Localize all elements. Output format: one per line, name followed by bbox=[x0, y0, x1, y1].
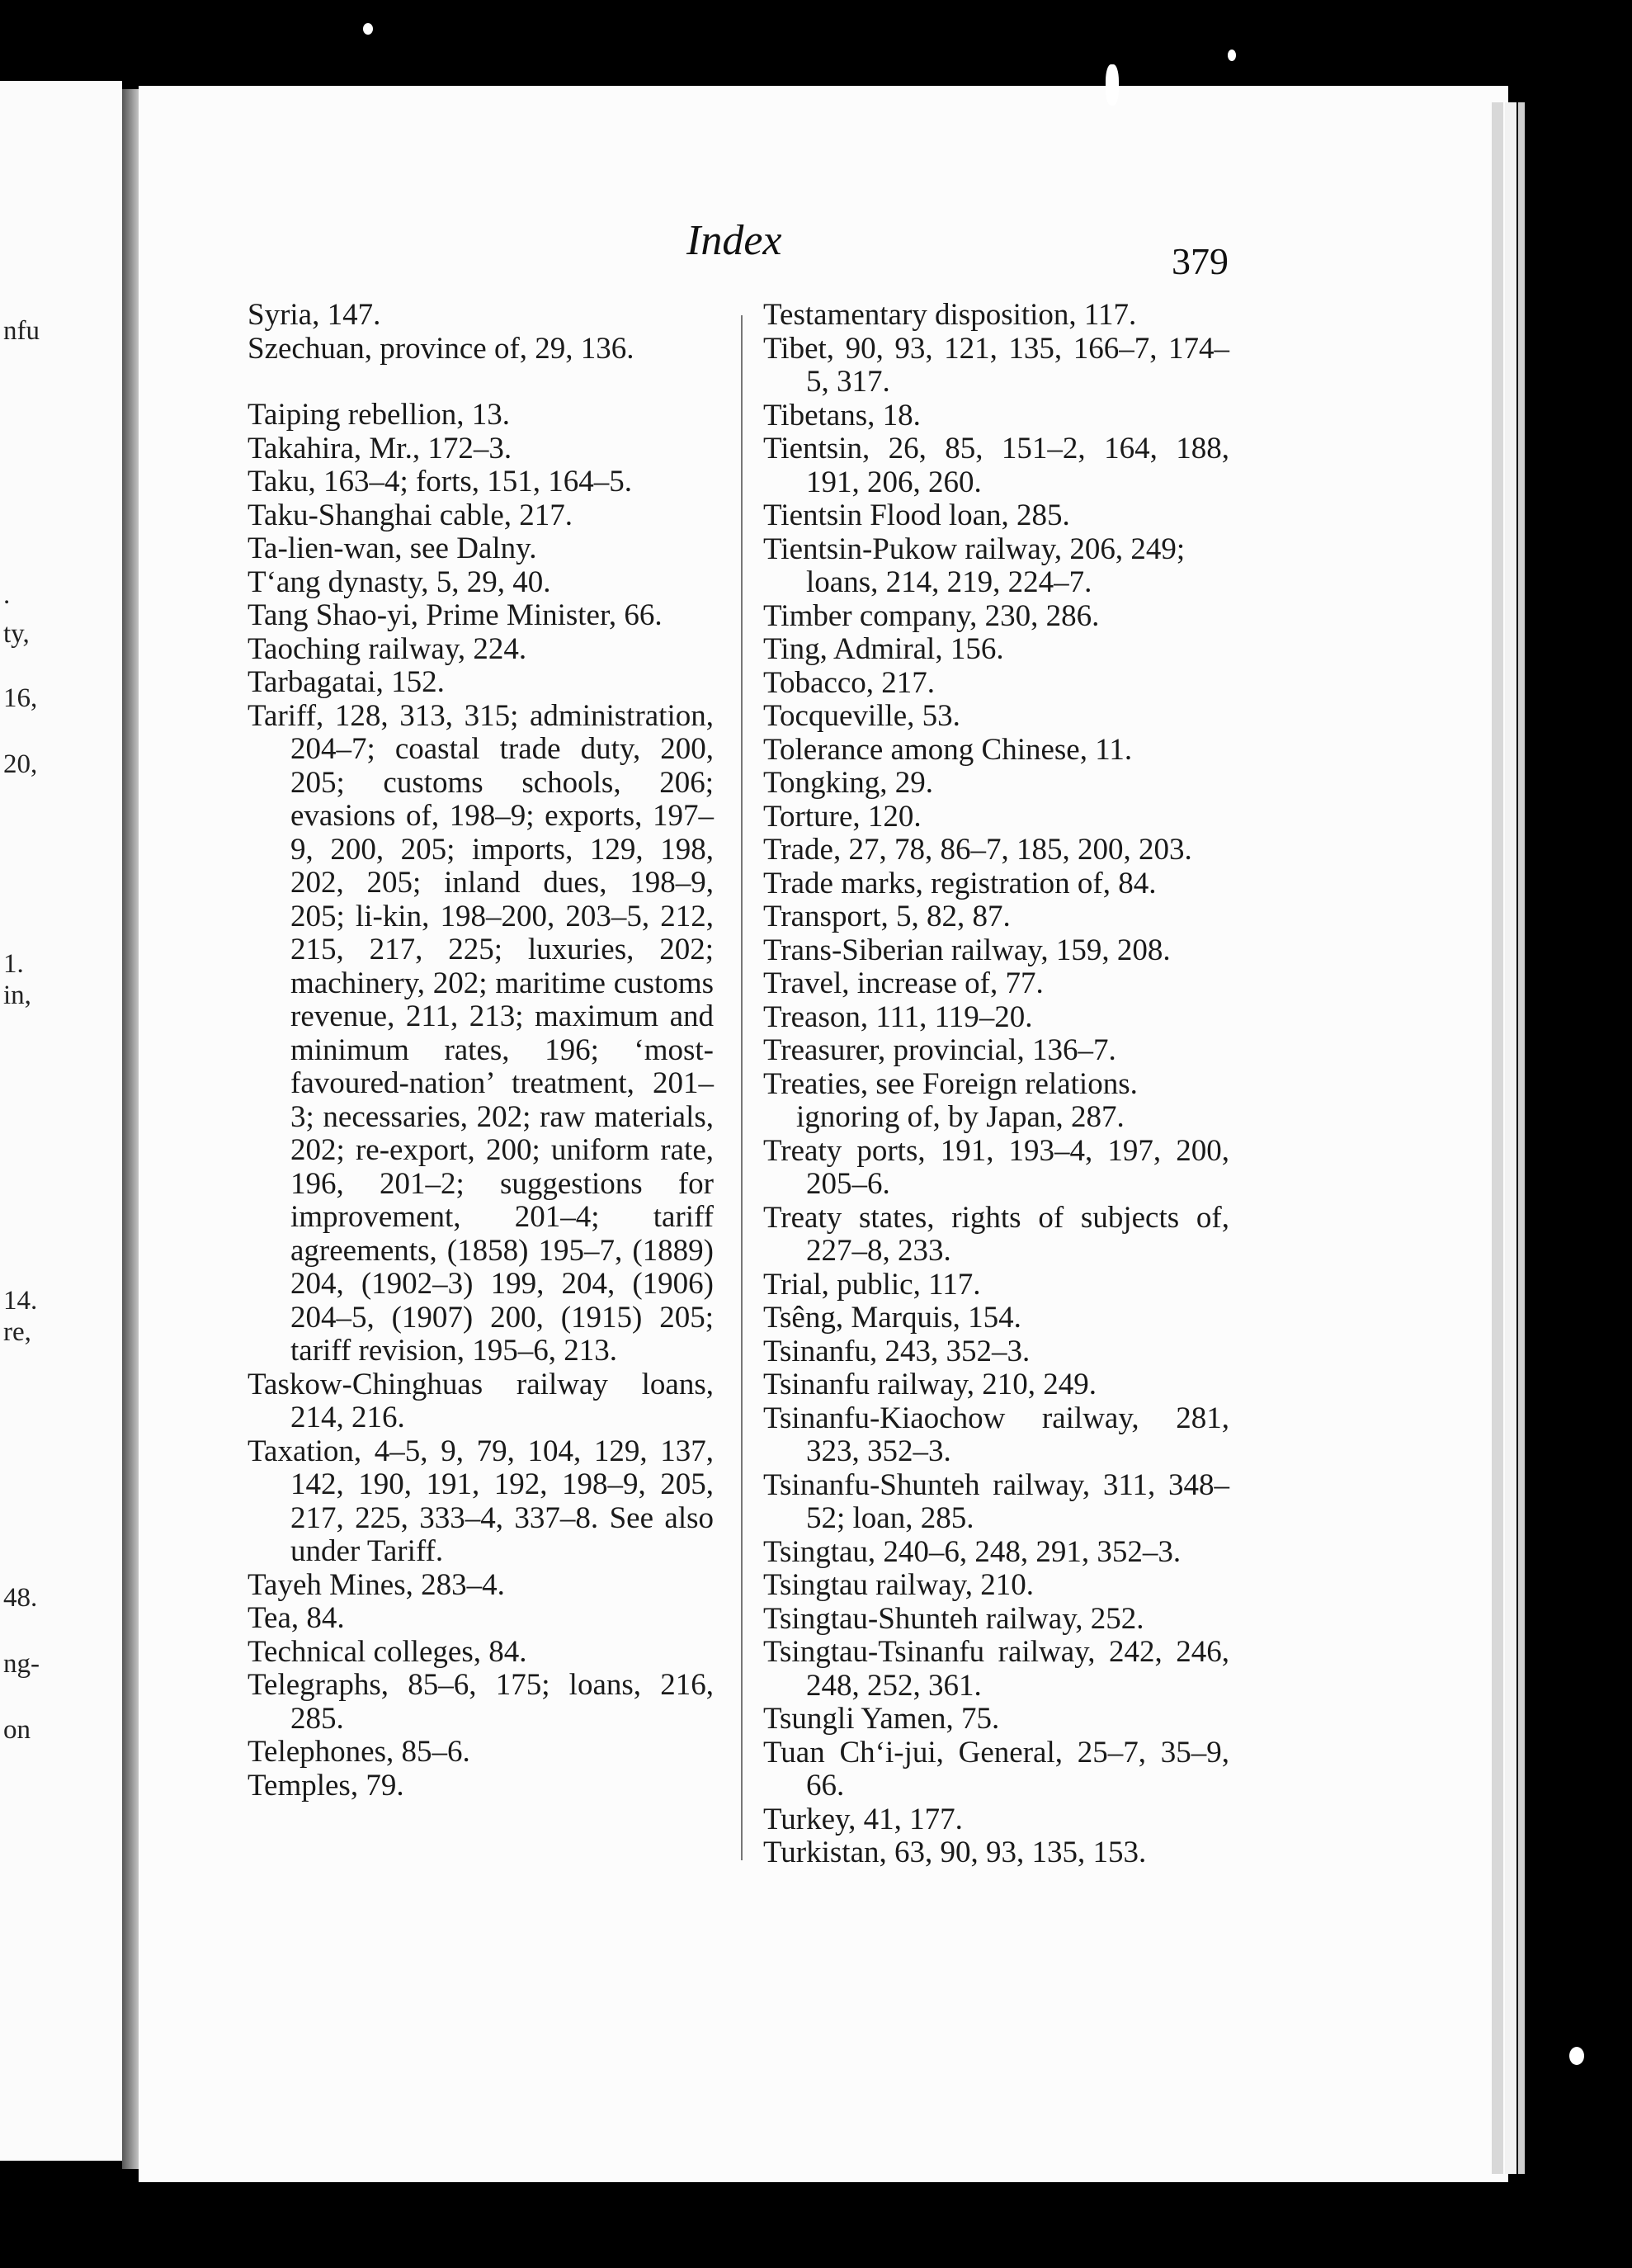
index-entry: Tea, 84. bbox=[248, 1601, 345, 1635]
page-edge-strip bbox=[1492, 102, 1503, 2174]
scan-speck bbox=[363, 23, 373, 35]
index-entry: Ta-lien-wan, see Dalny. bbox=[248, 532, 537, 565]
index-entry: Treaties, see Foreign relations. bbox=[763, 1066, 1138, 1101]
index-entry: Treasurer, provincial, 136–7. bbox=[763, 1033, 1116, 1067]
index-entry: Torture, 120. bbox=[763, 799, 922, 834]
page-gutter-shadow bbox=[122, 89, 140, 2169]
index-entry: Tongking, 29. bbox=[763, 766, 934, 800]
index-entry: Turkey, 41, 177. bbox=[763, 1802, 963, 1836]
index-entry: Tientsin-Pukow railway, 206, 249; loans, 214, 219, 224–7. bbox=[763, 532, 1186, 599]
index-entry: Takahira, Mr., 172–3. bbox=[248, 431, 512, 465]
index-entry: Tsingtau railway, 210. bbox=[763, 1568, 1034, 1602]
left-page-text-fragment: . bbox=[3, 580, 11, 610]
index-entry: T‘ang dynasty, 5, 29, 40. bbox=[248, 565, 551, 599]
index-entry: Taku-Shanghai cable, 217. bbox=[248, 498, 573, 532]
index-entry: Tibet, 90, 93, 121, 135, 166–7, 174–5, 317. bbox=[763, 331, 1229, 399]
running-title: Index bbox=[686, 217, 782, 264]
index-entry: Taxation, 4–5, 9, 79, 104, 129, 137, 142, 190, 191, 192, 198–9, 205, 217, 225, 333–4, 337–8. See also under Tariff. bbox=[248, 1434, 714, 1568]
index-entry: Transport, 5, 82, 87. bbox=[763, 900, 1011, 933]
left-page-text-fragment: 20, bbox=[3, 749, 38, 779]
index-entry: Tientsin Flood loan, 285. bbox=[763, 498, 1070, 532]
index-entry: Tang Shao-yi, Prime Minister, 66. bbox=[248, 598, 663, 632]
index-entry: Tsinanfu-Kiaochow railway, 281, 323, 352–3. bbox=[763, 1401, 1229, 1468]
index-entry: Treaty states, rights of subjects of, 227–8, 233. bbox=[763, 1200, 1229, 1268]
scan-speck bbox=[1569, 2047, 1584, 2065]
index-entry: Trial, public, 117. bbox=[763, 1267, 981, 1302]
index-entry: Syria, 147. bbox=[248, 298, 381, 332]
index-entry: Tayeh Mines, 283–4. bbox=[248, 1567, 505, 1602]
left-page-text-fragment: in, bbox=[3, 980, 31, 1010]
index-entry: Taku, 163–4; forts, 151, 164–5. bbox=[248, 465, 633, 498]
left-page-edge bbox=[0, 81, 122, 2161]
left-page-text-fragment: 1. bbox=[3, 949, 24, 979]
index-entry: Testamentary disposition, 117. bbox=[763, 298, 1137, 332]
index-entry: Tarbagatai, 152. bbox=[248, 665, 445, 699]
left-page-text-fragment: on bbox=[3, 1715, 31, 1745]
index-entry: Taiping rebellion, 13. bbox=[248, 398, 511, 432]
index-entry: ignoring of, by Japan, 287. bbox=[796, 1100, 1125, 1134]
left-page-text-fragment: 14. bbox=[3, 1286, 38, 1316]
left-page-text-fragment: re, bbox=[3, 1317, 31, 1347]
index-entry: Trade, 27, 78, 86–7, 185, 200, 203. bbox=[763, 833, 1192, 867]
left-page-text-fragment: ng- bbox=[3, 1649, 40, 1679]
index-entry: Telegraphs, 85–6, 175; loans, 216, 285. bbox=[248, 1668, 714, 1736]
column-divider bbox=[741, 315, 743, 1860]
index-entry: Turkistan, 63, 90, 93, 135, 153. bbox=[763, 1836, 1147, 1869]
index-entry: Tsinanfu railway, 210, 249. bbox=[763, 1368, 1097, 1401]
page-edge-strip bbox=[1505, 102, 1516, 2174]
index-column-right bbox=[763, 299, 1229, 1870]
index-entry: Tariff, 128, 313, 315; administration, 204–7; coastal trade duty, 200, 205; customs schools, 206; evasions of, 198–9; exports, 197–9, 200, 205; imports, 129, 198, 202, 205; inland dues, 198–9, 205; li-kin, 198–200, 203–5, 212, 215, 217, 225; luxuries, 202; machinery, 202; maritime customs revenue, 211, 213; maximum and minimum rates, 196; ‘most-favoured-nation’ treatment, 201–3; necessaries, 202; raw materials, 202; re-export, 200; uniform rate, 196, 201–2; suggestions for improvement, 201–4; tariff agreements, (1858) 195–7, (1889) 204, (1902–3) 199, 204, (1906) 204–5, (1907) 200, (1915) 205; tariff revision, 195–6, 213. bbox=[248, 698, 714, 1368]
index-entry: Trans-Siberian railway, 159, 208. bbox=[763, 933, 1171, 967]
scan-speck bbox=[1106, 64, 1119, 106]
index-entry: Telephones, 85–6. bbox=[248, 1735, 470, 1769]
index-entry: Technical colleges, 84. bbox=[248, 1634, 527, 1669]
page-number: 379 bbox=[1172, 240, 1229, 282]
index-entry: Travel, increase of, 77. bbox=[763, 966, 1044, 1000]
index-entry: Taskow-Chinghuas railway loans, 214, 216. bbox=[248, 1367, 714, 1434]
index-entry: Tobacco, 217. bbox=[763, 665, 936, 700]
index-entry: Tsingtau-Tsinanfu railway, 242, 246, 248, 252, 361. bbox=[763, 1635, 1229, 1703]
scan-speck bbox=[1228, 50, 1236, 61]
index-entry: Temples, 79. bbox=[248, 1768, 404, 1803]
left-page-text-fragment: nfu bbox=[3, 316, 40, 346]
index-entry: Tsêng, Marquis, 154. bbox=[763, 1301, 1021, 1335]
index-entry: Treason, 111, 119–20. bbox=[763, 999, 1033, 1034]
index-entry: Tuan Ch‘i-jui, General, 25–7, 35–9, 66. bbox=[763, 1735, 1229, 1803]
index-entry: Szechuan, province of, 29, 136. bbox=[248, 331, 634, 366]
page-edge-strip bbox=[1518, 102, 1525, 2174]
left-page-text-fragment: ty, bbox=[3, 619, 30, 649]
index-entry: Tsungli Yamen, 75. bbox=[763, 1702, 1000, 1736]
index-entry: Tolerance among Chinese, 11. bbox=[763, 732, 1133, 767]
index-entry: Tsingtau-Shunteh railway, 252. bbox=[763, 1601, 1144, 1636]
index-entry: Timber company, 230, 286. bbox=[763, 598, 1100, 633]
index-entry: Tocqueville, 53. bbox=[763, 699, 960, 733]
index-entry: Tibetans, 18. bbox=[763, 398, 921, 432]
index-column-left bbox=[248, 299, 714, 1803]
index-entry: Taoching railway, 224. bbox=[248, 631, 527, 666]
index-entry: Treaty ports, 191, 193–4, 197, 200, 205–6. bbox=[763, 1133, 1229, 1201]
left-page-text-fragment: 48. bbox=[3, 1583, 38, 1613]
index-entry: Tientsin, 26, 85, 151–2, 164, 188, 191, 206, 260. bbox=[763, 432, 1229, 499]
index-entry: Ting, Admiral, 156. bbox=[763, 632, 1004, 666]
index-entry: Tsinanfu-Shunteh railway, 311, 348–52; loan, 285. bbox=[763, 1467, 1229, 1535]
index-entry: Trade marks, registration of, 84. bbox=[763, 866, 1157, 900]
index-entry: Tsingtau, 240–6, 248, 291, 352–3. bbox=[763, 1534, 1182, 1569]
index-entry: Tsinanfu, 243, 352–3. bbox=[763, 1334, 1031, 1368]
left-page-text-fragment: 16, bbox=[3, 683, 38, 713]
